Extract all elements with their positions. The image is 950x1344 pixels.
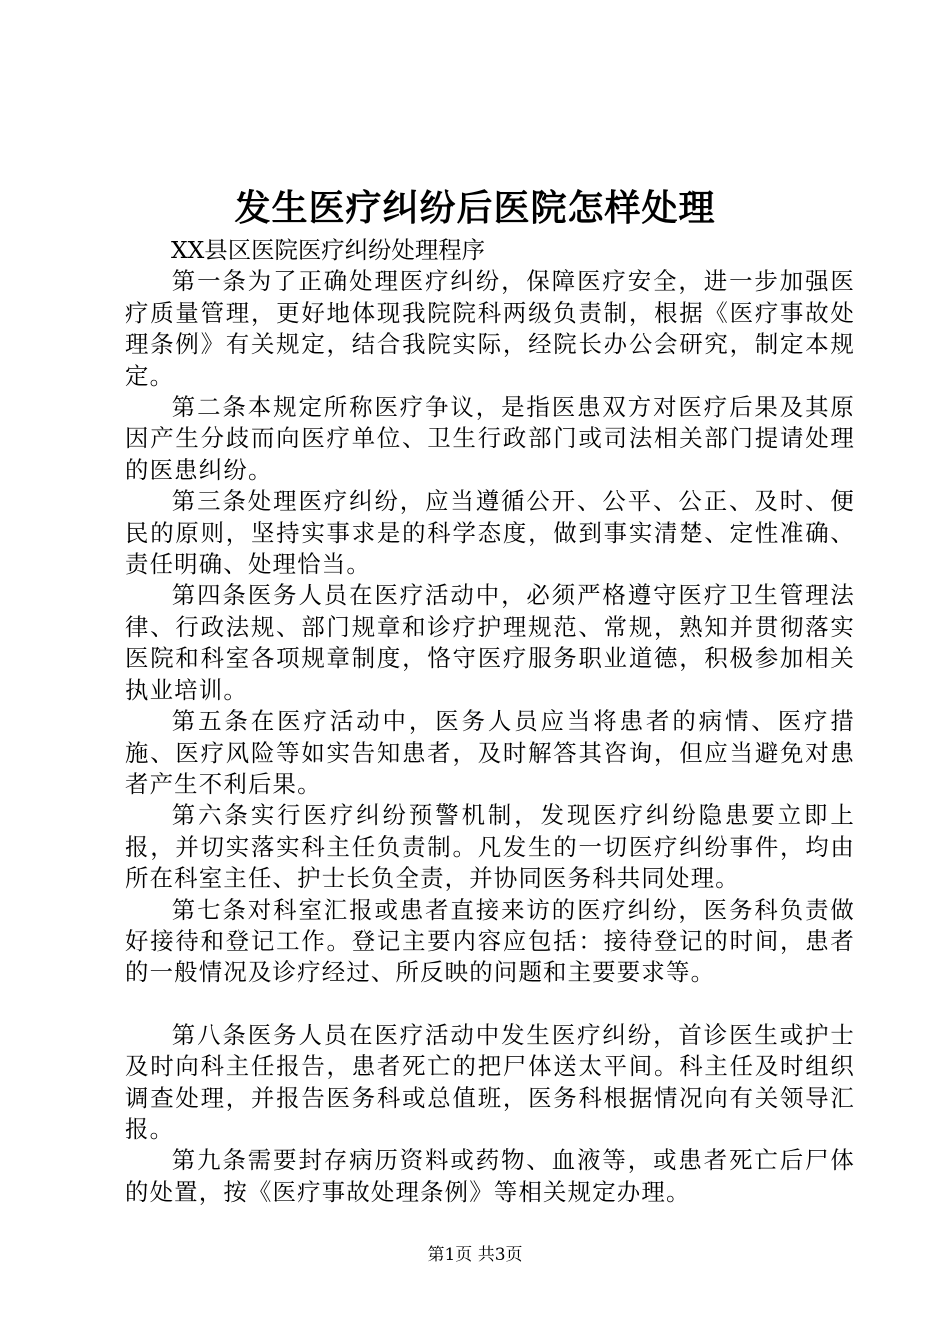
paragraph-article-7: 第七条对科室汇报或患者直接来访的医疗纠纷，医务科负责做好接待和登记工作。登记主要内容应包括：接待登记的时间，患者的一般情况及诊疗经过、所反映的问题和主要要求等。 <box>125 895 855 987</box>
paragraph-article-1: 第一条为了正确处理医疗纠纷，保障医疗安全，进一步加强医疗质量管理，更好地体现我院院科两级负责制，根据《医疗事故处理条例》有关规定，结合我院实际，经院长办公会研究，制定本规定。 <box>125 267 855 390</box>
document-subtitle: XX县区医院医疗纠纷处理程序 <box>171 236 485 264</box>
paragraph-article-9: 第九条需要封存病历资料或药物、血液等，或患者死亡后尸体的处置，按《医疗事故处理条例》等相关规定办理。 <box>125 1146 855 1206</box>
document-body <box>125 235 855 1208</box>
paragraph-article-6: 第六条实行医疗纠纷预警机制，发现医疗纠纷隐患要立即上报，并切实落实科主任负责制。凡发生的一切医疗纠纷事件，均由所在科室主任、护士长负全责，并协同医务科共同处理。 <box>125 801 855 893</box>
document-title: 发生医疗纠纷后医院怎样处理 <box>234 187 716 229</box>
paragraph-article-2: 第二条本规定所称医疗争议，是指医患双方对医疗后果及其原因产生分歧而向医疗单位、卫生行政部门或司法相关部门提请处理的医患纠纷。 <box>125 393 855 484</box>
paragraph-article-5: 第五条在医疗活动中，医务人员应当将患者的病情、医疗措施、医疗风险等如实告知患者，及时解答其咨询，但应当避免对患者产生不利后果。 <box>125 707 855 798</box>
paragraph-article-8: 第八条医务人员在医疗活动中发生医疗纠纷，首诊医生或护士及时向科主任报告，患者死亡的把尸体送太平间。科主任及时组织调查处理，并报告医务科或总值班，医务科根据情况向有关领导汇报。 <box>125 1020 855 1143</box>
page-number-footer: 第1页 共3页 <box>427 1245 523 1265</box>
paragraph-article-4: 第四条医务人员在医疗活动中，必须严格遵守医疗卫生管理法律、行政法规、部门规章和诊疗护理规范、常规，熟知并贯彻落实医院和科室各项规章制度，恪守医疗服务职业道德，积极参加相关执业培训。 <box>125 581 855 704</box>
paragraph-article-3: 第三条处理医疗纠纷，应当遵循公开、公平、公正、及时、便民的原则，坚持实事求是的科学态度，做到事实清楚、定性准确、责任明确、处理恰当。 <box>125 487 855 579</box>
